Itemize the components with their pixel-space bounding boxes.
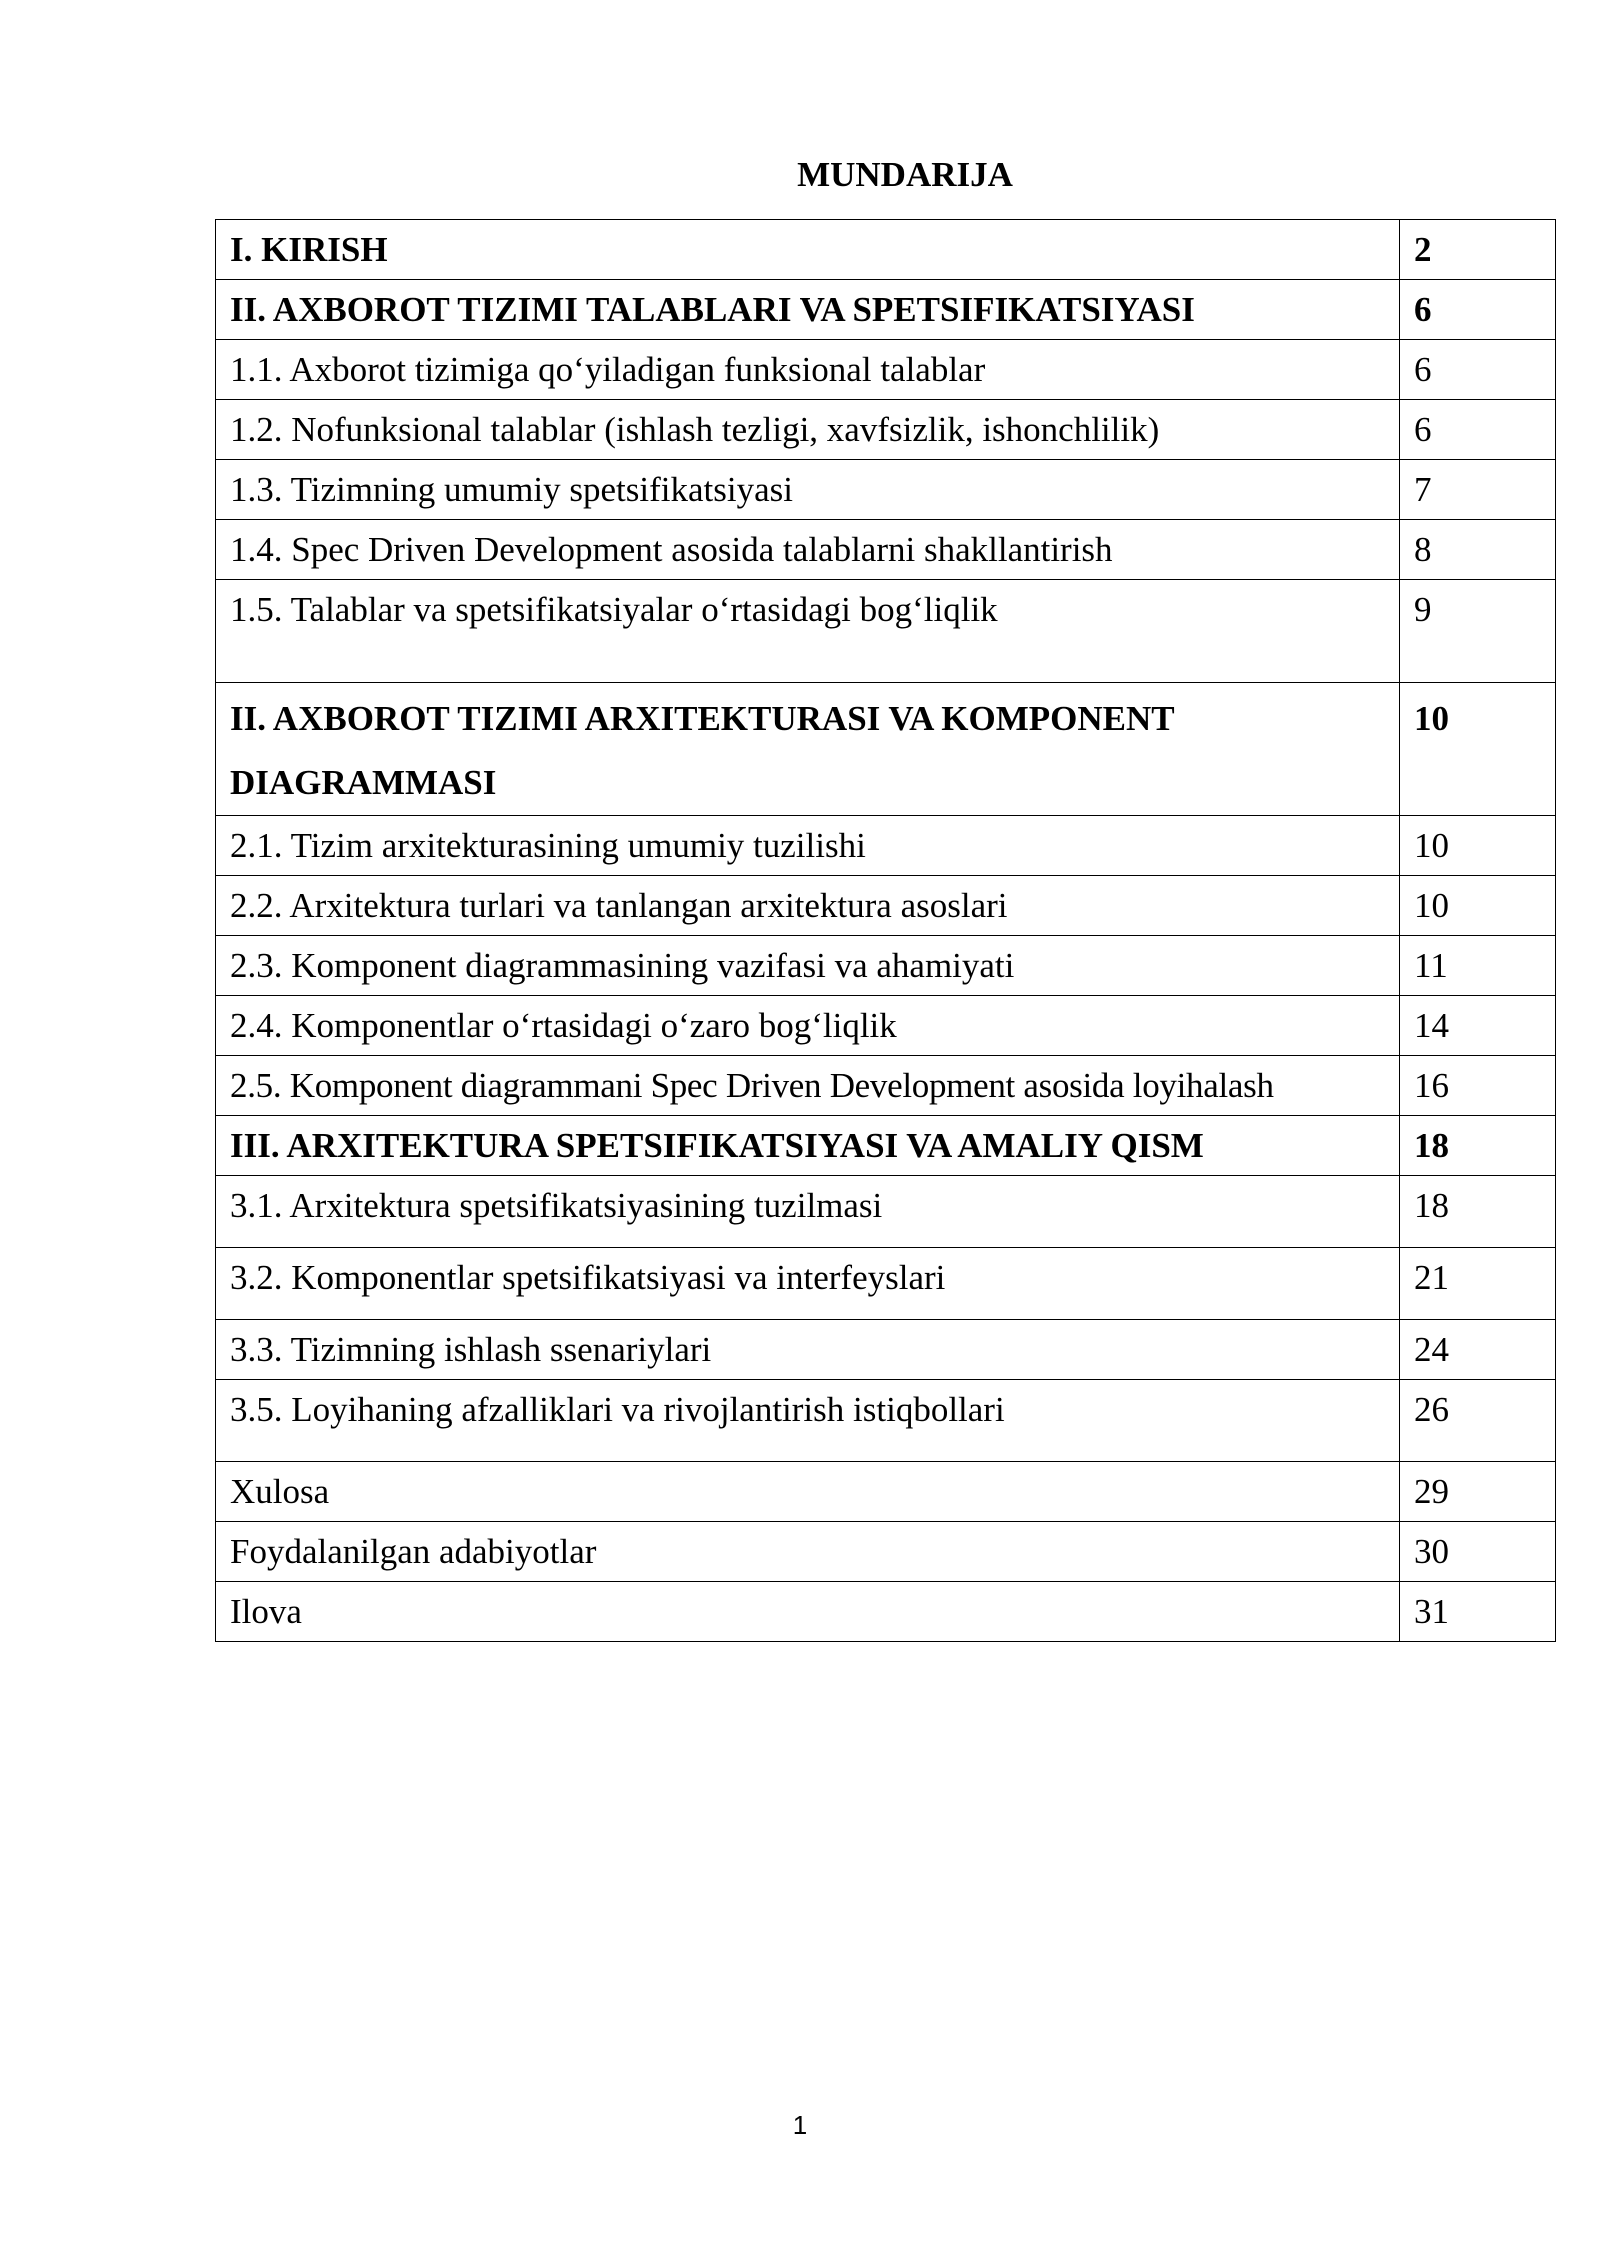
toc-entry-page: 24 [1400,1320,1556,1380]
toc-row [216,520,1556,580]
toc-entry-page: 18 [1400,1176,1556,1248]
page-title [0,153,1600,197]
toc-entry-page: 6 [1400,400,1556,460]
toc-table [215,219,1556,1642]
toc-entry-page: 7 [1400,460,1556,520]
toc-entry-page: 10 [1400,816,1556,876]
toc-row [216,683,1556,816]
toc-entry-label: 2.3. Komponent diagrammasining vazifasi va ahamiyati [216,936,1400,996]
toc-entry-label: 3.1. Arxitektura spetsifikatsiyasining tuzilmasi [216,1176,1400,1248]
toc-entry-label: 1.2. Nofunksional talablar (ishlash tezligi, xavfsizlik, ishonchlilik) [216,400,1400,460]
toc-row [216,876,1556,936]
toc-entry-page: 10 [1400,683,1556,816]
toc-entry-label: 2.1. Tizim arxitekturasining umumiy tuzilishi [216,816,1400,876]
toc-row [216,1320,1556,1380]
toc-row [216,1056,1556,1116]
toc-row [216,460,1556,520]
page-number: 1 [792,2110,808,2140]
toc-row [216,1380,1556,1462]
toc-entry-label: Xulosa [216,1462,1400,1522]
toc-entry-page: 9 [1400,580,1556,683]
toc-entry-page: 31 [1400,1582,1556,1642]
toc-entry-label: 2.2. Arxitektura turlari va tanlangan arxitektura asoslari [216,876,1400,936]
toc-entry-page: 29 [1400,1462,1556,1522]
toc-row [216,1462,1556,1522]
toc-entry-label: Ilova [216,1582,1400,1642]
toc-entry-page: 2 [1400,220,1556,280]
toc-row [216,1116,1556,1176]
toc-row [216,816,1556,876]
toc-entry-label: II. AXBOROT TIZIMI TALABLARI VA SPETSIFIKATSIYASI [216,280,1400,340]
toc-entry-label: 3.5. Loyihaning afzalliklari va rivojlantirish istiqbollari [216,1380,1400,1462]
toc-entry-label: III. ARXITEKTURA SPETSIFIKATSIYASI VA AMALIY QISM [216,1116,1400,1176]
toc-row [216,220,1556,280]
toc-entry-page: 11 [1400,936,1556,996]
toc-row [216,1176,1556,1248]
toc-entry-label: II. AXBOROT TIZIMI ARXITEKTURASI VA KOMPONENT DIAGRAMMASI [216,683,1400,816]
toc-row [216,1248,1556,1320]
title-text: MUNDARIJA [797,155,1013,194]
toc-row [216,936,1556,996]
toc-entry-page: 10 [1400,876,1556,936]
toc-row [216,1582,1556,1642]
toc-entry-label: 3.3. Tizimning ishlash ssenariylari [216,1320,1400,1380]
toc-entry-page: 6 [1400,280,1556,340]
toc-row [216,580,1556,683]
toc-entry-label: 1.3. Tizimning umumiy spetsifikatsiyasi [216,460,1400,520]
toc-row [216,340,1556,400]
toc-entry-label: I. KIRISH [216,220,1400,280]
toc-row [216,280,1556,340]
toc-row [216,1522,1556,1582]
toc-entry-label: 1.5. Talablar va spetsifikatsiyalar o‘rtasidagi bog‘liqlik [216,580,1400,683]
toc-entry-label: Foydalanilgan adabiyotlar [216,1522,1400,1582]
toc-entry-page: 30 [1400,1522,1556,1582]
toc-entry-label: 2.4. Komponentlar o‘rtasidagi o‘zaro bog‘liqlik [216,996,1400,1056]
toc-entry-page: 21 [1400,1248,1556,1320]
toc-entry-label: 2.5. Komponent diagrammani Spec Driven Development asosida loyihalash [216,1056,1400,1116]
toc-entry-page: 18 [1400,1116,1556,1176]
toc-entry-label: 1.1. Axborot tizimiga qo‘yiladigan funksional talablar [216,340,1400,400]
toc-entry-page: 8 [1400,520,1556,580]
toc-entry-label: 1.4. Spec Driven Development asosida talablarni shakllantirish [216,520,1400,580]
toc-row [216,996,1556,1056]
toc-row [216,400,1556,460]
toc-entry-page: 14 [1400,996,1556,1056]
toc-entry-page: 26 [1400,1380,1556,1462]
toc-entry-label: 3.2. Komponentlar spetsifikatsiyasi va interfeyslari [216,1248,1400,1320]
toc-entry-page: 16 [1400,1056,1556,1116]
toc-entry-page: 6 [1400,340,1556,400]
